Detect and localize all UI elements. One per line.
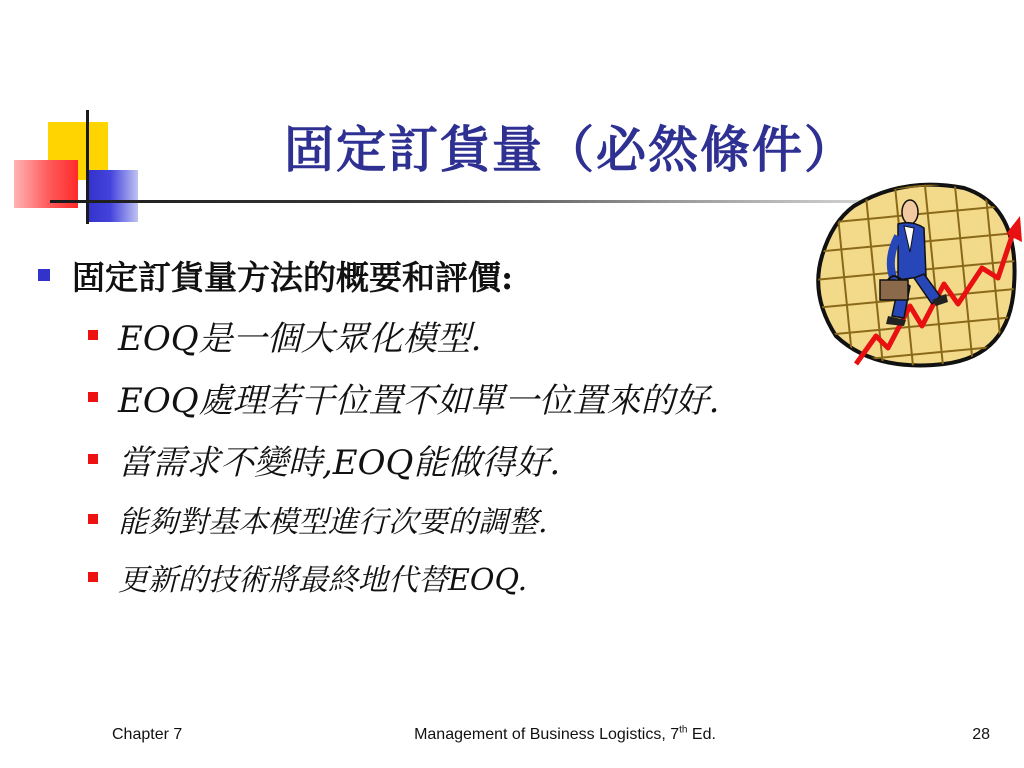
- sub-bullet-item: [88, 366, 874, 428]
- footer-chapter: Chapter 7: [112, 726, 183, 743]
- square-bullet-icon: [88, 392, 98, 402]
- decor-vertical-line: [86, 110, 89, 224]
- footer-book-title: [300, 720, 830, 750]
- main-bullet-item: [34, 246, 874, 304]
- sub-bullet-text: EOQ處理若干位置不如單一位置來的好.: [118, 380, 720, 421]
- sub-bullet-text: EOQ是一個大眾化模型.: [118, 318, 482, 359]
- footer-title-text: Management of Business Logistics, 7: [414, 726, 680, 743]
- sub-bullet-item: [88, 490, 874, 548]
- sub-bullet-text: 更新的技術將最終地代替EOQ.: [118, 563, 528, 598]
- square-bullet-icon: [88, 514, 98, 524]
- slide-title: 固定訂貨量（必然條件）: [284, 120, 856, 179]
- sub-bullet-text: 能夠對基本模型進行次要的調整.: [118, 505, 548, 540]
- sub-bullet-item: [88, 428, 874, 490]
- decor-blue-square: [88, 170, 138, 222]
- footer-title-superscript: th: [679, 724, 688, 736]
- square-bullet-icon: [88, 572, 98, 582]
- sub-bullet-item: [88, 304, 874, 366]
- sub-bullet-item: [88, 548, 874, 606]
- main-bullet-text: 固定訂貨量方法的概要和評價:: [72, 257, 514, 297]
- square-bullet-icon: [38, 269, 50, 281]
- square-bullet-icon: [88, 330, 98, 340]
- title-underline: [50, 200, 940, 203]
- sub-bullet-text: 當需求不變時,EOQ能做得好.: [118, 442, 561, 483]
- businessman-chart-illustration: [814, 176, 1024, 376]
- businessman-climbing-rising-chart-icon: [814, 176, 1024, 376]
- square-bullet-icon: [88, 454, 98, 464]
- page-number: 28: [972, 726, 990, 743]
- footer-title-suffix: Ed.: [687, 726, 716, 743]
- bullet-list: [34, 246, 874, 606]
